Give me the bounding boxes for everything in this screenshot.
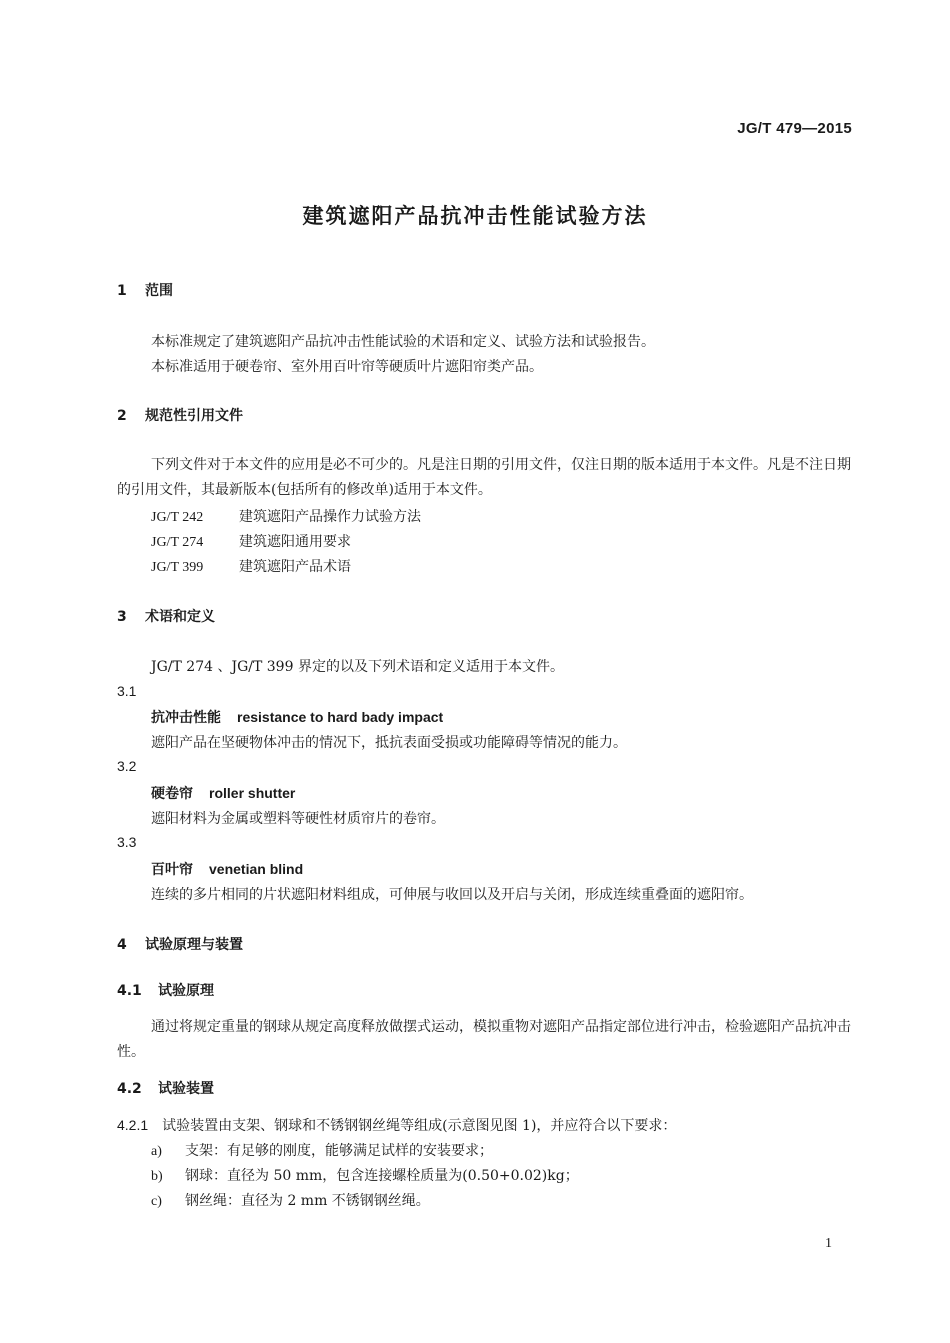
list-item	[151, 1140, 493, 1160]
standard-code: JG/T 479—2015	[737, 120, 852, 137]
list-text: 钢丝绳：直径为 2 mm 不锈钢钢丝绳。	[185, 1193, 430, 1209]
term-number: 3.3	[117, 834, 137, 850]
section-title: 范围	[145, 283, 173, 299]
paragraph: JG/T 274 、JG/T 399 界定的以及下列术语和定义适用于本文件。	[151, 659, 564, 675]
reference-title: 建筑遮阳产品术语	[239, 559, 351, 575]
subsection-number: 4.1	[117, 983, 142, 999]
list-label: c)	[151, 1194, 162, 1209]
list-item	[151, 1190, 430, 1210]
term-number: 3.1	[117, 683, 137, 699]
list-text: 钢球：直径为 50 mm，包含连接螺栓质量为(0.50+0.02)kg；	[185, 1168, 579, 1184]
clause-text: 试验装置由支架、钢球和不锈钢钢丝绳等组成(示意图见图 1)，并应符合以下要求：	[162, 1118, 677, 1134]
paragraph: 本标准适用于硬卷帘、室外用百叶帘等硬质叶片遮阳帘类产品。	[151, 359, 543, 375]
section-3-heading	[117, 606, 215, 626]
term-english: roller shutter	[209, 785, 296, 801]
section-number: 3	[117, 609, 127, 625]
section-4-heading	[117, 934, 243, 954]
term-number: 3.2	[117, 758, 137, 774]
paragraph: 下列文件对于本文件的应用是必不可少的。凡是注日期的引用文件，仅注日期的版本适用于本文件。凡是不注日期的引用文件，其最新版本(包括所有的修改单)适用于本文件。	[117, 457, 851, 498]
term-english: resistance to hard bady impact	[237, 709, 444, 725]
section-1-heading	[117, 280, 173, 300]
reference-item	[151, 506, 421, 526]
term-definition: 遮阳产品在坚硬物体冲击的情况下，抵抗表面受损或功能障碍等情况的能力。	[151, 735, 627, 751]
list-item	[151, 1165, 579, 1185]
term-definition: 遮阳材料为金属或塑料等硬性材质帘片的卷帘。	[151, 811, 445, 827]
section-title: 术语和定义	[145, 609, 215, 625]
reference-item	[151, 556, 351, 576]
section-number: 2	[117, 408, 127, 424]
reference-title: 建筑遮阳通用要求	[239, 534, 351, 550]
list-text: 支架：有足够的刚度，能够满足试样的安装要求；	[185, 1143, 493, 1159]
term-entry	[151, 859, 303, 879]
list-label: b)	[151, 1169, 163, 1184]
reference-code: JG/T 274	[151, 535, 204, 550]
clause-number: 4.2.1	[117, 1117, 149, 1133]
section-title: 规范性引用文件	[145, 408, 243, 424]
section-title: 试验原理与装置	[145, 937, 243, 953]
term-chinese: 百叶帘	[151, 862, 193, 878]
term-entry	[151, 707, 443, 727]
page-number: 1	[825, 1236, 832, 1251]
list-label: a)	[151, 1144, 162, 1159]
reference-title: 建筑遮阳产品操作力试验方法	[239, 509, 421, 525]
reference-code: JG/T 399	[151, 560, 204, 575]
paragraph: 通过将规定重量的钢球从规定高度释放做摆式运动，模拟重物对遮阳产品指定部位进行冲击，检验遮阳产品抗冲击性。	[117, 1019, 851, 1060]
reference-item	[151, 531, 351, 551]
section-number: 4	[117, 937, 127, 953]
section-2-heading	[117, 405, 243, 425]
page-title: 建筑遮阳产品抗冲击性能试验方法	[302, 204, 648, 228]
reference-code: JG/T 242	[151, 510, 204, 525]
term-chinese: 硬卷帘	[151, 786, 193, 802]
subsection-number: 4.2	[117, 1081, 142, 1097]
clause-4-2-1	[117, 1115, 676, 1135]
paragraph: 本标准规定了建筑遮阳产品抗冲击性能试验的术语和定义、试验方法和试验报告。	[151, 334, 655, 350]
section-number: 1	[117, 283, 127, 299]
subsection-title: 试验装置	[158, 1081, 214, 1097]
term-english: venetian blind	[209, 861, 304, 877]
subsection-4-2-heading	[117, 1078, 214, 1098]
subsection-title: 试验原理	[158, 983, 214, 999]
term-chinese: 抗冲击性能	[151, 710, 221, 726]
term-definition: 连续的多片相同的片状遮阳材料组成，可伸展与收回以及开启与关闭，形成连续重叠面的遮阳帘。	[151, 887, 753, 903]
term-entry	[151, 783, 295, 803]
subsection-4-1-heading	[117, 980, 214, 1000]
